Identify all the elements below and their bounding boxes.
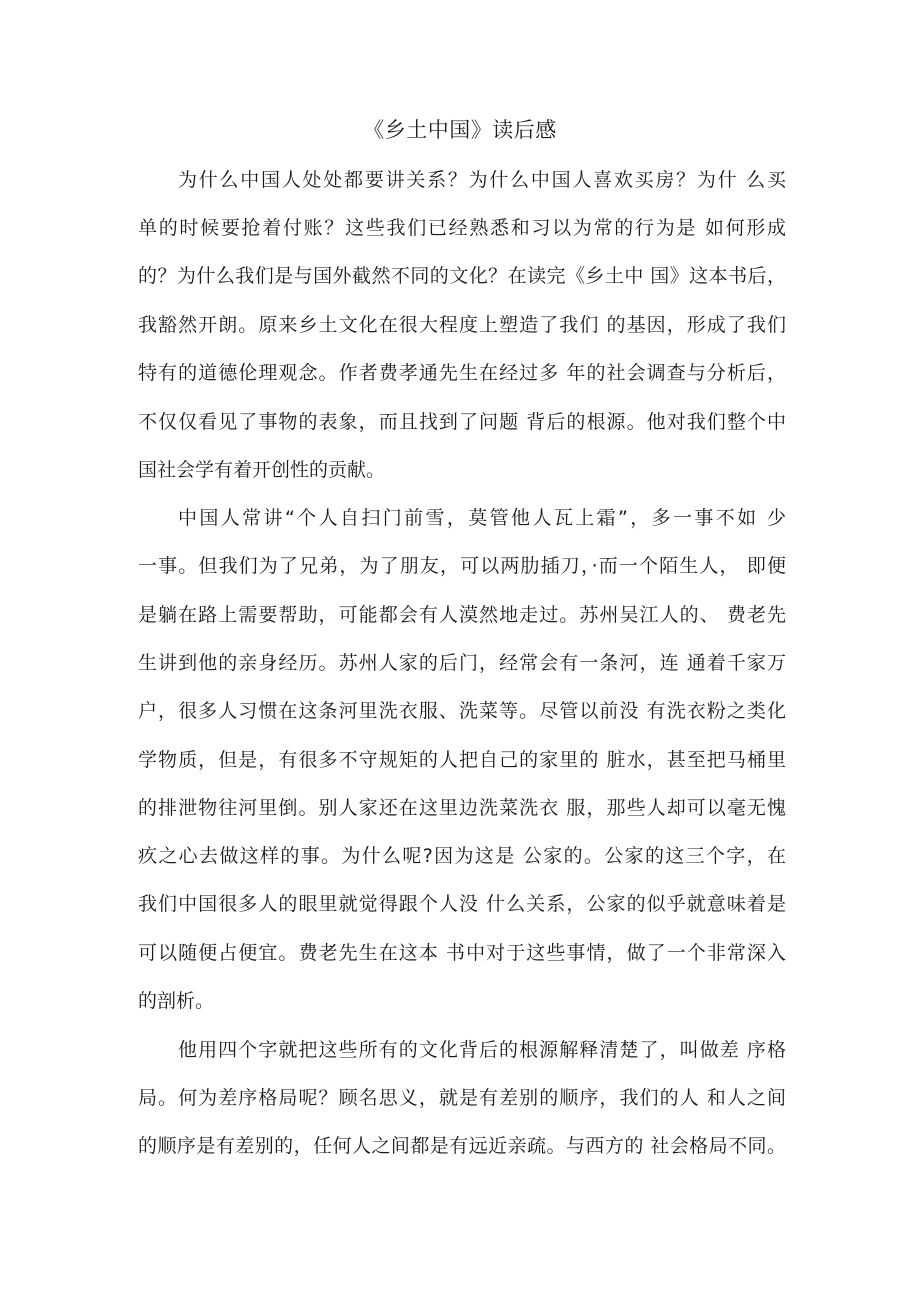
paragraph-3-line-2: 局。何为差序格局呢？顾名思义，就是有差别的顺序，我们的人 和人之间: [138, 1087, 786, 1109]
paragraph-2-line-8: 疚之心去做这样的事。为什么呢?因为这是 公家的。公家的这三个字，在: [138, 845, 786, 867]
paragraph-1-line-5: 特有的道德伦理观念。作者费孝通先生在经过多 年的社会调查与分析后，: [138, 362, 786, 384]
paragraph-1-line-1: 为什么中国人处处都要讲关系？为什么中国人喜欢买房？为什 么买: [178, 169, 786, 191]
paragraph-2-line-10: 可以随便占便宜。费老先生在这本 书中对于这些事情，做了一个非常深入: [138, 942, 786, 964]
paragraph-3-line-3: 的顺序是有差别的，任何人之间都是有远近亲疏。与西方的 社会格局不同。: [138, 1135, 786, 1157]
paragraph-2-line-7: 的排泄物往河里倒。别人家还在这里边洗菜洗衣 服，那些人却可以毫无愧: [138, 797, 786, 819]
paragraph-1-line-7: 国社会学有着开创性的贡献。: [138, 459, 386, 481]
paragraph-1-line-4: 我豁然开朗。原来乡土文化在很大程度上塑造了我们 的基因，形成了我们: [138, 314, 786, 336]
paragraph-2-line-1: 中国人常讲“个人自扫门前雪，莫管他人瓦上霜”，多一事不如 少: [178, 507, 786, 529]
paragraph-3-line-1: 他用四个字就把这些所有的文化背后的根源解释清楚了，叫做差 序格: [178, 1039, 786, 1061]
paragraph-2-line-4: 生讲到他的亲身经历。苏州人家的后门，经常会有一条河，连 通着千家万: [138, 652, 786, 674]
paragraph-2-line-11: 的剖析。: [138, 990, 215, 1012]
paragraph-1-line-6: 不仅仅看见了事物的表象，而且找到了问题 背后的根源。他对我们整个中: [138, 411, 786, 433]
paragraph-2-line-9: 我们中国很多人的眼里就觉得跟个人没 什么关系，公家的似乎就意味着是: [138, 893, 786, 915]
paragraph-2-line-3: 是躺在路上需要帮助，可能都会有人漠然地走过。苏州吴江人的、 费老先: [138, 604, 786, 626]
paragraph-2-line-5: 户，很多人习惯在这条河里洗衣服、洗菜等。尽管以前没 有洗衣粉之类化: [138, 700, 786, 722]
paragraph-1-line-2: 单的时候要抢着付账？这些我们已经熟悉和习以为常的行为是 如何形成: [138, 217, 786, 239]
paragraph-2-line-2: 一事。但我们为了兄弟，为了朋友，可以两肋插刀，·而一个陌生人， 即便: [138, 555, 786, 577]
paragraph-2-line-6: 学物质，但是，有很多不守规矩的人把自己的家里的 脏水，甚至把马桶里: [138, 749, 786, 771]
paragraph-1-line-3: 的？为什么我们是与国外截然不同的文化？在读完《乡土中 国》这本书后，: [138, 265, 786, 287]
document-title: 《乡土中国》读后感: [363, 118, 557, 142]
